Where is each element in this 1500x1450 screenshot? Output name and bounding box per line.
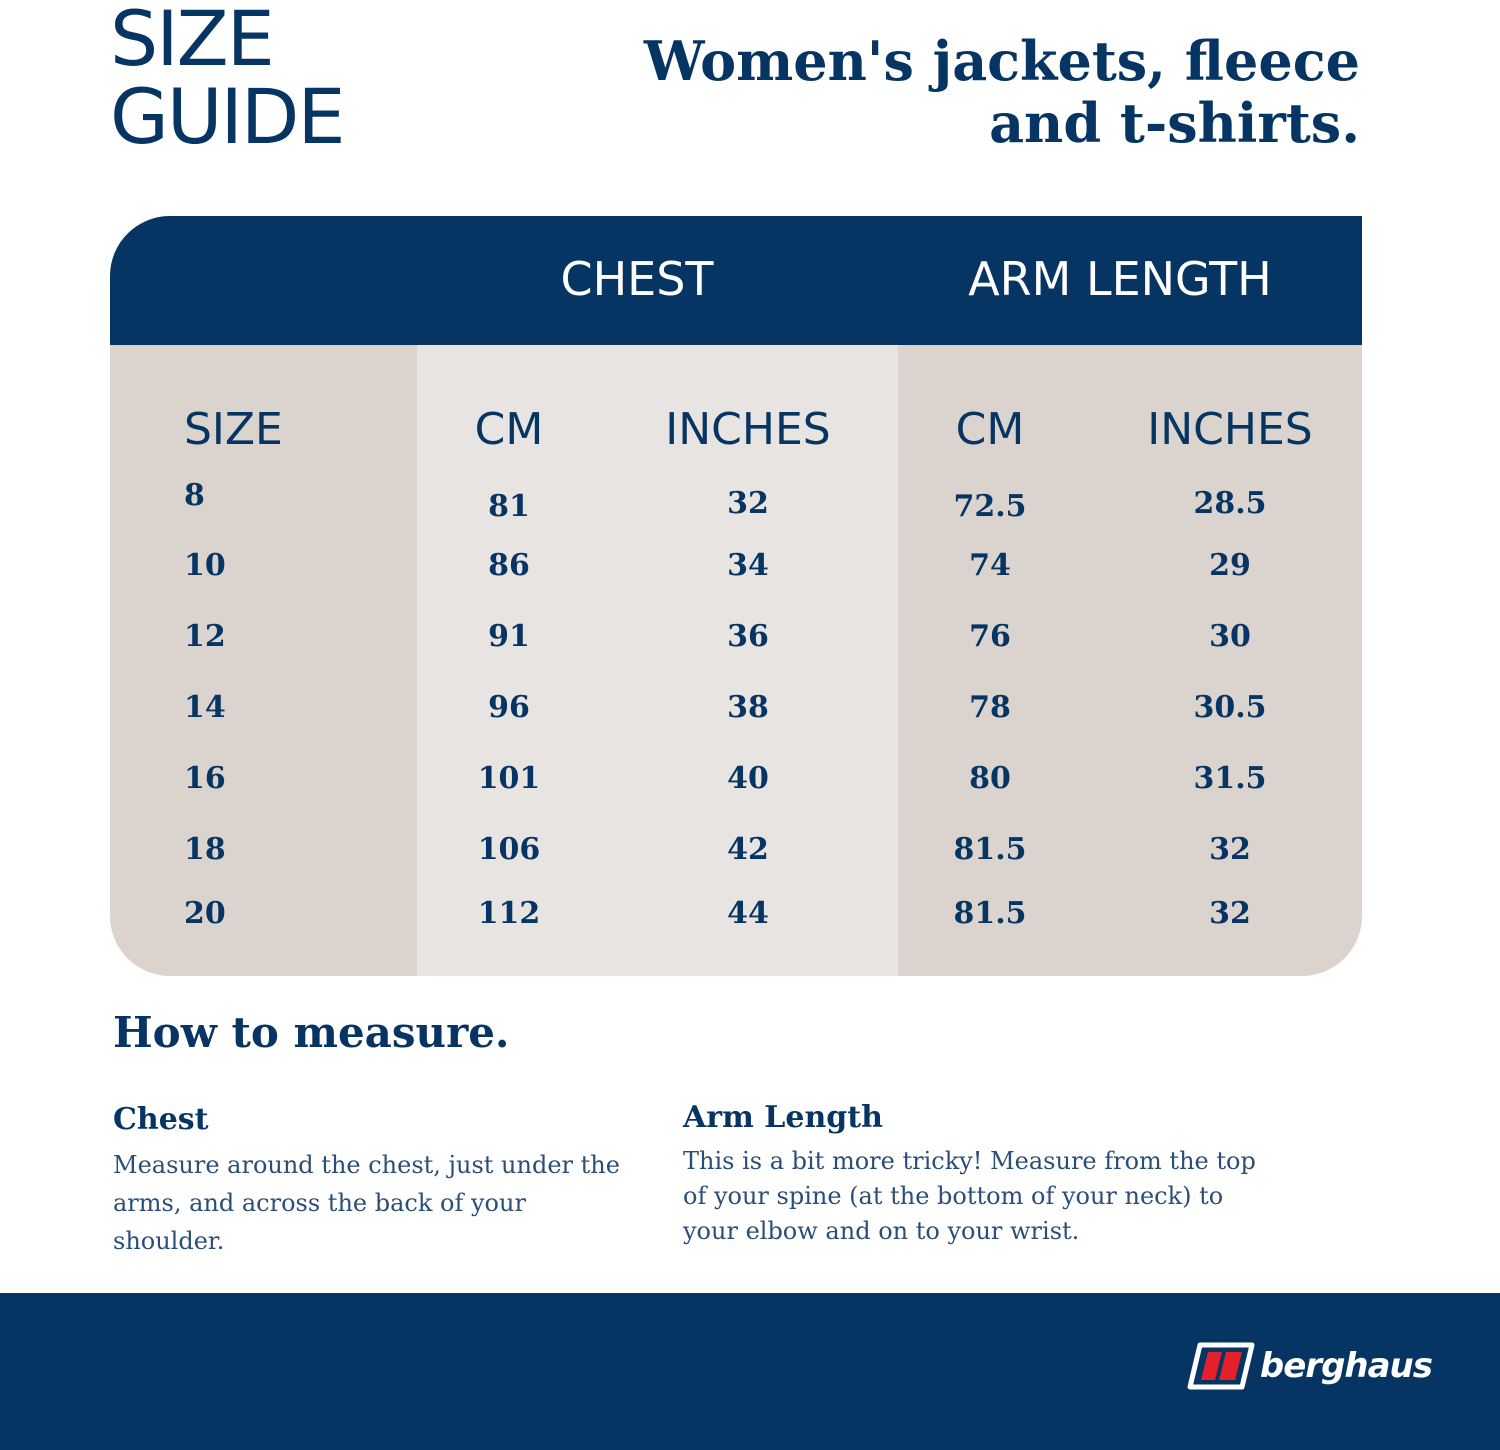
cell-chest-inches: 44 xyxy=(727,896,769,931)
cell-chest-cm: 91 xyxy=(488,619,530,654)
cell-size: 8 xyxy=(184,478,205,513)
chest-body-line: Measure around the chest, just under the xyxy=(113,1151,620,1179)
chest-body-line: arms, and across the back of your xyxy=(113,1189,526,1217)
cell-chest-cm: 81 xyxy=(488,489,530,524)
col-header-chest-cm: CM xyxy=(474,404,544,455)
cell-chest-inches: 32 xyxy=(727,486,769,521)
cell-size: 20 xyxy=(184,896,226,931)
brand-name: berghaus xyxy=(1259,1346,1432,1386)
cell-arm-inches: 32 xyxy=(1209,896,1251,931)
page-title xyxy=(110,0,344,161)
arm-length-body-line: of your spine (at the bottom of your neck) to xyxy=(683,1182,1224,1210)
arm-length-body-line: your elbow and on to your wrist. xyxy=(683,1217,1080,1245)
subtitle-line-2: and t-shirts. xyxy=(989,91,1360,155)
group-chest: CHEST xyxy=(560,252,714,306)
chest-body-line: shoulder. xyxy=(113,1227,225,1255)
cell-arm-cm: 81.5 xyxy=(953,896,1027,931)
cell-chest-inches: 34 xyxy=(727,548,769,583)
brand-logo xyxy=(1186,1341,1432,1391)
title-line-2: GUIDE xyxy=(110,72,344,161)
cell-chest-inches: 38 xyxy=(727,690,769,725)
cell-arm-cm: 78 xyxy=(969,690,1011,725)
subtitle-line-1: Women's jackets, fleece xyxy=(643,29,1360,93)
cell-arm-inches: 32 xyxy=(1209,832,1251,867)
cell-chest-cm: 106 xyxy=(477,832,541,867)
cell-arm-inches: 31.5 xyxy=(1193,761,1267,796)
col-header-chest-inches: INCHES xyxy=(665,404,831,455)
arm-length-body-line: This is a bit more tricky! Measure from the top xyxy=(683,1147,1256,1175)
cell-arm-inches: 29 xyxy=(1209,548,1251,583)
arm-length-section-body xyxy=(683,1144,1256,1249)
footer-bar xyxy=(0,1293,1500,1450)
cell-chest-cm: 112 xyxy=(477,896,541,931)
chest-section-body xyxy=(113,1146,620,1260)
page-subtitle xyxy=(644,30,1360,154)
how-to-measure-heading: How to measure. xyxy=(113,1008,510,1057)
cell-chest-cm: 101 xyxy=(477,761,541,796)
col-header-size: SIZE xyxy=(184,404,283,455)
group-arm-length: ARM LENGTH xyxy=(968,252,1272,306)
cell-chest-cm: 96 xyxy=(488,690,530,725)
table-header xyxy=(110,216,1362,345)
cell-size: 10 xyxy=(184,548,226,583)
arm-length-section-title: Arm Length xyxy=(683,1100,883,1135)
cell-chest-cm: 86 xyxy=(488,548,530,583)
col-header-arm-cm: CM xyxy=(955,404,1025,455)
cell-arm-cm: 81.5 xyxy=(953,832,1027,867)
cell-size: 14 xyxy=(184,690,226,725)
cell-size: 18 xyxy=(184,832,226,867)
cell-arm-cm: 74 xyxy=(969,548,1011,583)
chest-section-title: Chest xyxy=(113,1102,209,1137)
title-line-1: SIZE xyxy=(110,0,273,83)
cell-arm-inches: 30 xyxy=(1209,619,1251,654)
cell-arm-cm: 80 xyxy=(969,761,1011,796)
size-table xyxy=(110,216,1362,976)
col-header-arm-inches: INCHES xyxy=(1147,404,1313,455)
cell-arm-inches: 28.5 xyxy=(1193,486,1267,521)
cell-chest-inches: 36 xyxy=(727,619,769,654)
cell-arm-cm: 76 xyxy=(969,619,1011,654)
cell-arm-inches: 30.5 xyxy=(1193,690,1267,725)
cell-arm-cm: 72.5 xyxy=(953,489,1027,524)
cell-chest-inches: 40 xyxy=(727,761,769,796)
cell-chest-inches: 42 xyxy=(727,832,769,867)
cell-size: 16 xyxy=(184,761,226,796)
cell-size: 12 xyxy=(184,619,226,654)
berghaus-logo-icon xyxy=(1186,1342,1256,1390)
